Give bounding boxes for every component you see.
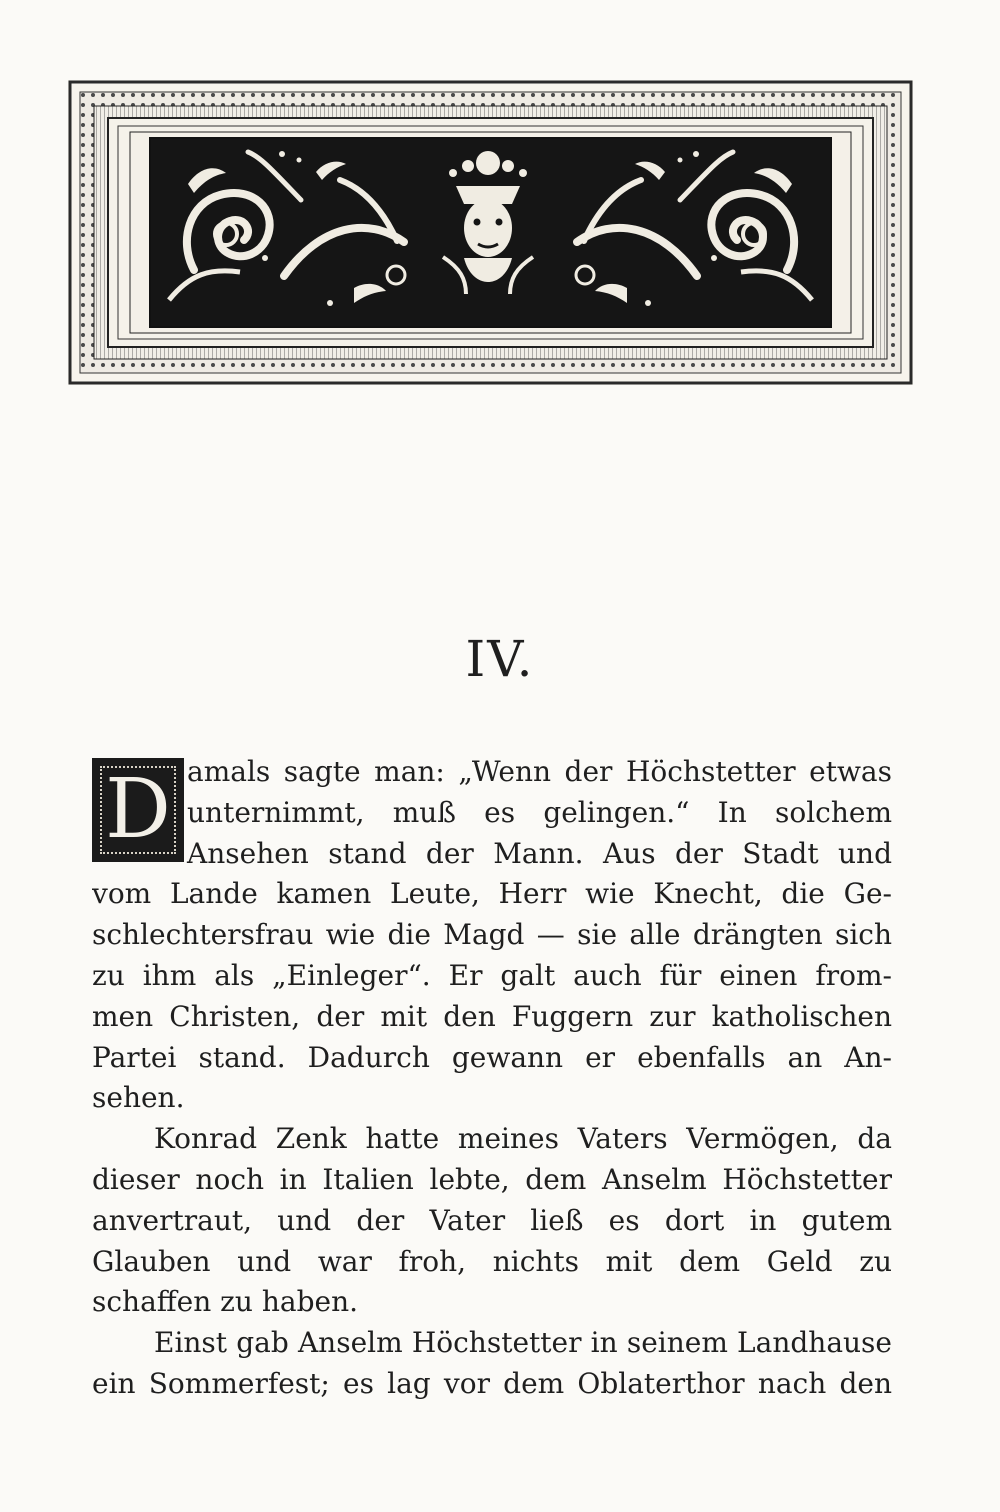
- text-line: Ansehen stand der Mann. Aus der Stadt und: [187, 836, 892, 870]
- text-line: Glauben und war froh, nichts mit dem Geld zu: [92, 1244, 892, 1278]
- text-line: Konrad Zenk hatte meines Vaters Vermögen, da: [154, 1122, 892, 1156]
- text-line: sehen.: [92, 1081, 185, 1115]
- drop-cap-letter: D: [92, 758, 184, 862]
- text-line: vom Lande kamen Leute, Herr wie Knecht, die Ge-: [92, 877, 892, 911]
- chapter-text: [92, 752, 892, 1405]
- ornamental-headpiece: [68, 80, 913, 385]
- text-line: men Christen, der mit den Fuggern zur katholischen: [92, 999, 892, 1033]
- text-line: zu ihm als „Einleger“. Er galt auch für einen from-: [92, 958, 892, 992]
- text-line: ein Sommerfest; es lag vor dem Oblaterthor nach den: [92, 1366, 892, 1400]
- text-line: dieser noch in Italien lebte, dem Anselm Höchstetter: [92, 1162, 892, 1196]
- text-line: amals sagte man: „Wenn der Höchstetter etwas: [187, 755, 892, 788]
- text-line: unternimmt, muß es gelingen.“ In solchem: [187, 795, 892, 829]
- text-line: schaffen zu haben.: [92, 1285, 359, 1319]
- text-line: anvertraut, und der Vater ließ es dort in gutem: [92, 1203, 892, 1237]
- chapter-number: IV.: [465, 630, 535, 688]
- text-line: Einst gab Anselm Höchstetter in seinem Landhause: [154, 1326, 892, 1360]
- text-line: schlechtersfrau wie die Magd — sie alle drängten sich: [92, 918, 892, 952]
- text-line: Partei stand. Dadurch gewann er ebenfalls an An-: [92, 1040, 892, 1074]
